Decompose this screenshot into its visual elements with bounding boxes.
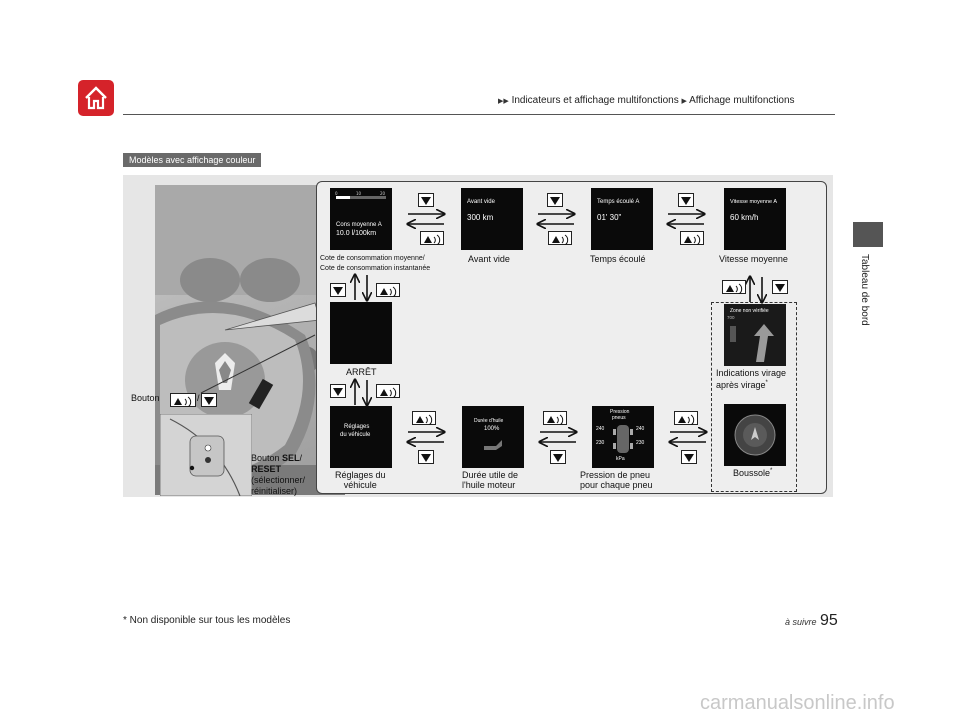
up-volume-key-icon bbox=[420, 231, 444, 245]
up-volume-key-icon bbox=[376, 384, 400, 398]
down-key-icon bbox=[418, 193, 434, 207]
screen-tire: Pression pneus 240 240 230 230 kPa bbox=[592, 406, 654, 468]
off-label: ARRÊT bbox=[346, 367, 377, 377]
screen-elapsed: Temps écoulé A 01' 30" bbox=[591, 188, 653, 250]
continue-label: à suivre bbox=[785, 617, 817, 627]
oil-label: Durée utile de l'huile moteur bbox=[462, 470, 519, 490]
scroll-slash: / bbox=[197, 393, 200, 403]
elapsed-label: Temps écoulé bbox=[590, 254, 646, 264]
down-key-icon bbox=[418, 450, 434, 464]
screen-range: Avant vide 300 km bbox=[461, 188, 523, 250]
svg-text:10: 10 bbox=[356, 191, 362, 196]
screen-avg-speed: Vitesse moyenne A 60 km/h bbox=[724, 188, 786, 250]
settings-label: Réglages du véhicule bbox=[335, 470, 386, 490]
down-key-icon bbox=[772, 280, 788, 294]
breadcrumb-arrow-icon: ▶ bbox=[681, 98, 687, 105]
tire-label: Pression de pneu pour chaque pneu bbox=[580, 470, 653, 490]
down-key-icon bbox=[681, 450, 697, 464]
watermark: carmanualsonline.info bbox=[700, 692, 895, 714]
down-key-icon bbox=[330, 384, 346, 398]
up-volume-key-icon bbox=[543, 411, 567, 425]
section-tab-label[interactable]: Tableau de bord bbox=[859, 254, 870, 326]
page-number: 95 bbox=[820, 612, 838, 629]
footnote: * Non disponible sur tous les modèles bbox=[123, 615, 291, 626]
up-volume-key-icon bbox=[680, 231, 704, 245]
fuel-label: Cote de consommation moyenne/ Cote de consommation instantanée bbox=[320, 255, 431, 272]
screen-fuel: 0 10 20 Cons moyenne A 10.0 l/100km bbox=[330, 188, 392, 250]
up-volume-key-icon bbox=[548, 231, 572, 245]
down-key-icon bbox=[330, 283, 346, 297]
breadcrumb-link-indicators[interactable]: Indicateurs et affichage multifonctions bbox=[511, 95, 679, 106]
svg-text:0: 0 bbox=[335, 191, 338, 196]
breadcrumb-arrow-icon: ▶▶ bbox=[498, 98, 509, 105]
turn-label: Indications virage après virage* bbox=[716, 368, 787, 390]
up-volume-key-icon bbox=[376, 283, 400, 297]
sel-reset-label: Bouton SEL/ RESET (sélectionner/ réinitialiser) bbox=[251, 453, 306, 496]
up-volume-key-icon bbox=[674, 411, 698, 425]
compass-label: Boussole* bbox=[733, 468, 773, 478]
svg-text:20: 20 bbox=[380, 191, 386, 196]
down-key-icon bbox=[678, 193, 694, 207]
screen-settings: Réglages du véhicule bbox=[330, 406, 392, 468]
screen-oil: Durée d'huile 100% bbox=[462, 406, 524, 468]
avg-speed-label: Vitesse moyenne bbox=[719, 254, 788, 264]
breadcrumb-link-display[interactable]: Affichage multifonctions bbox=[689, 95, 795, 106]
scroll-button-label: Bouton bbox=[131, 393, 160, 403]
range-label: Avant vide bbox=[468, 254, 510, 264]
up-volume-key-icon bbox=[722, 280, 746, 294]
down-key-icon bbox=[550, 450, 566, 464]
up-volume-key-icon bbox=[412, 411, 436, 425]
model-tag: Modèles avec affichage couleur bbox=[123, 153, 261, 167]
down-key-icon bbox=[547, 193, 563, 207]
screen-turn: Zone non vérifiée 700 bbox=[724, 304, 786, 366]
